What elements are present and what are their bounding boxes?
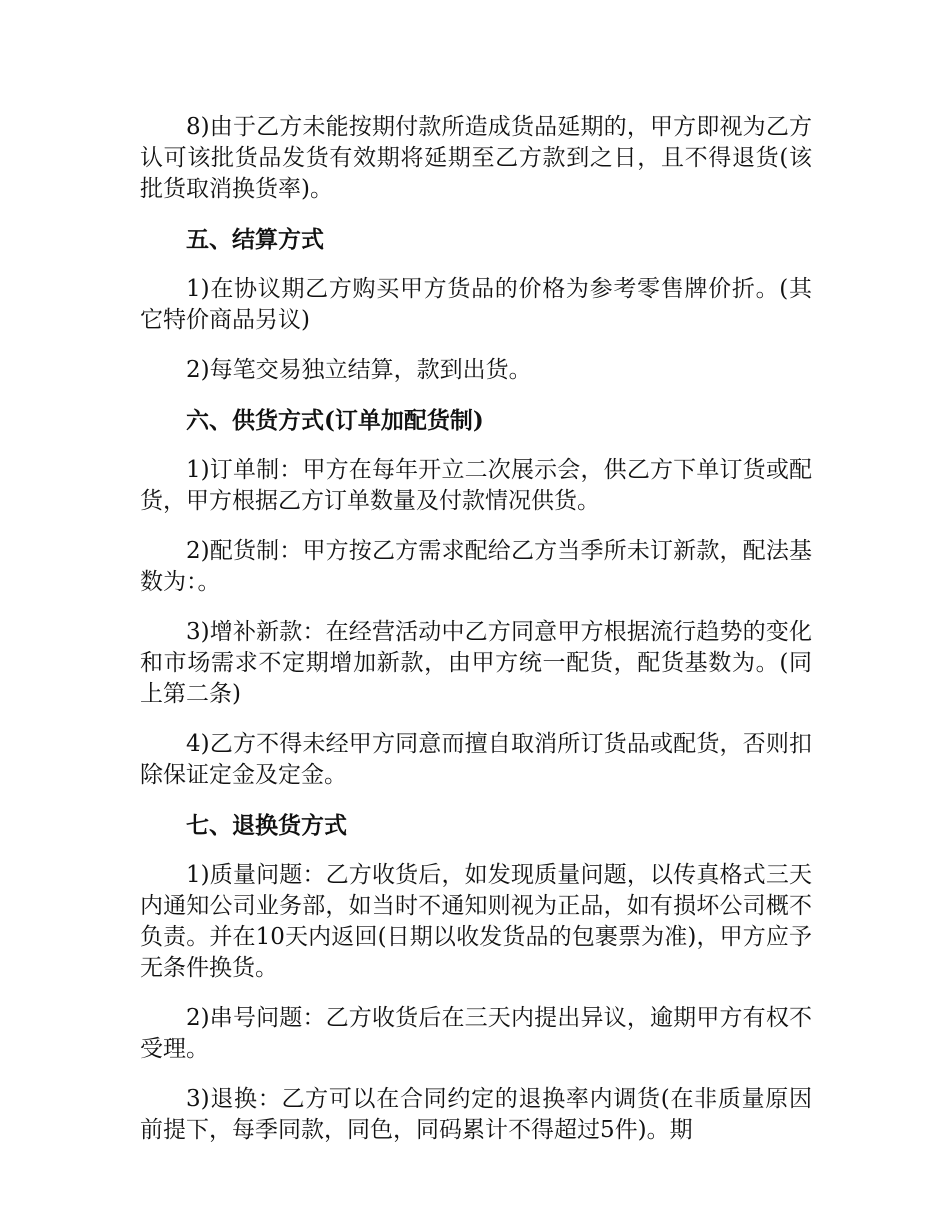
document-page: [140, 112, 812, 1165]
return-clause-1: 1)质量问题：乙方收货后，如发现质量问题，以传真格式三天内通知公司业务部，如当时不通知则视为正品，如有损坏公司概不负责。并在10天内返回(日期以收发货品的包裹票为准)，甲方应予无条件换货。: [140, 862, 812, 981]
return-clause-3: 3)退换：乙方可以在合同约定的退换率内调货(在非质量原因前提下，每季同款，同色，同码累计不得超过5件)。期: [140, 1086, 812, 1143]
section-5-heading: 五、结算方式: [186, 226, 324, 253]
supply-clause-2: 2)配货制：甲方按乙方需求配给乙方当季所未订新款，配法基数为：。: [140, 538, 812, 595]
supply-clause-1: 1)订单制：甲方在每年开立二次展示会，供乙方下单订货或配货，甲方根据乙方订单数量及付款情况供货。: [140, 457, 812, 514]
section-7-heading: 七、退换货方式: [186, 812, 347, 839]
supply-clause-4: 4)乙方不得未经甲方同意而擅自取消所订货品或配货，否则扣除保证定金及定金。: [140, 731, 812, 788]
return-clause-2: 2)串号问题：乙方收货后在三天内提出异议，逾期甲方有权不受理。: [140, 1005, 812, 1062]
settlement-clause-1: 1)在协议期乙方购买甲方货品的价格为参考零售牌价折。(其它特价商品另议): [140, 276, 812, 333]
section-6-heading: 六、供货方式(订单加配货制): [186, 407, 484, 434]
supply-clause-3: 3)增补新款：在经营活动中乙方同意甲方根据流行趋势的变化和市场需求不定期增加新款，由甲方统一配货，配货基数为。(同上第二条): [140, 619, 812, 707]
settlement-clause-2: 2)每笔交易独立结算，款到出货。: [186, 357, 532, 383]
clause-8-paragraph: 8)由于乙方未能按期付款所造成货品延期的，甲方即视为乙方认可该批货品发货有效期将延期至乙方款到之日，且不得退货(该批货取消换货率)。: [140, 114, 812, 202]
